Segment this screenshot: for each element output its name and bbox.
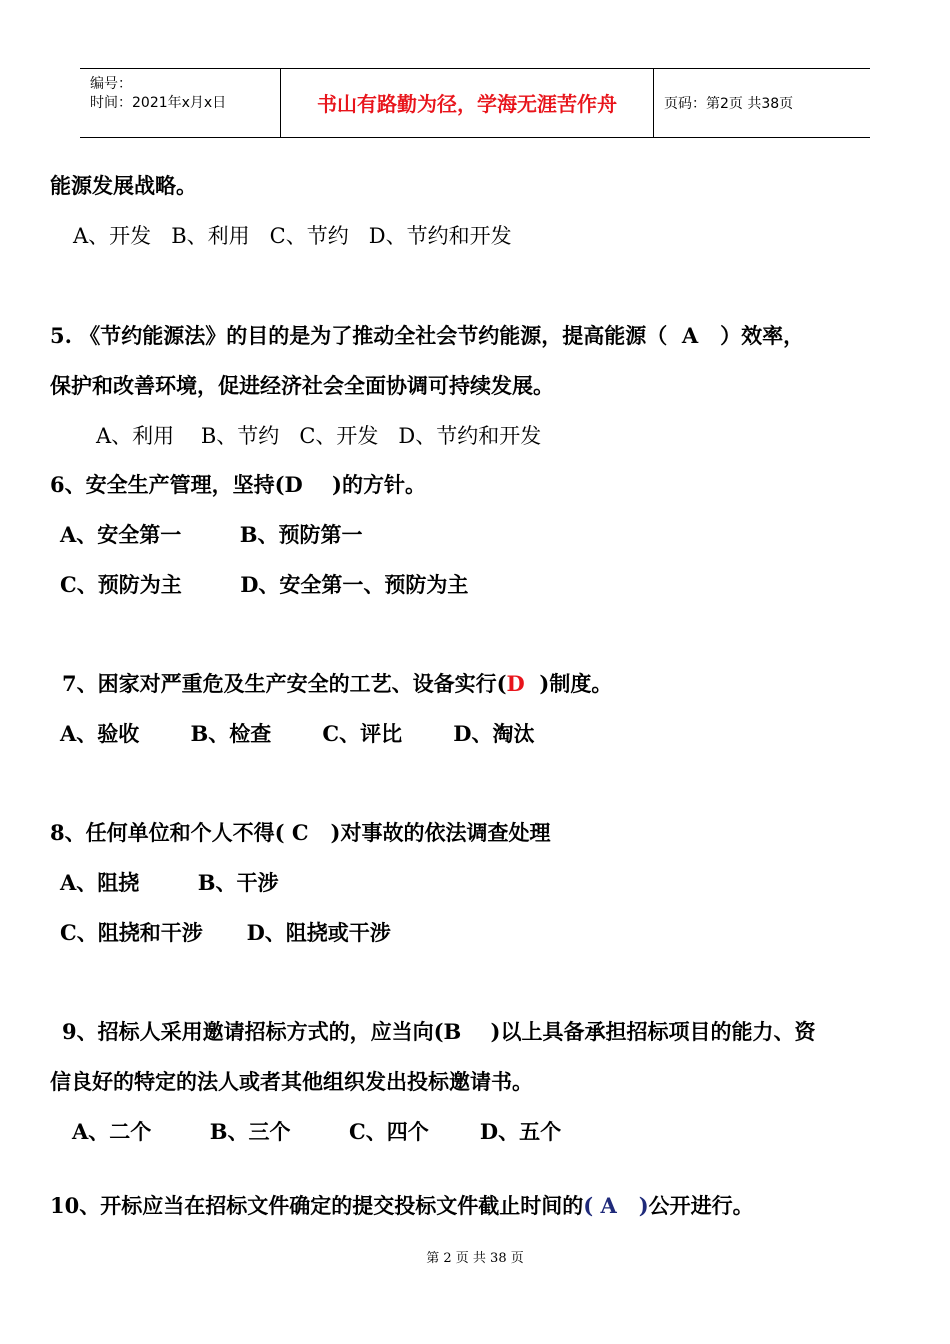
question-8-options-1: A、阻挠 B、干涉	[60, 870, 279, 895]
header-page-info: 页码：第2页 共38页	[664, 96, 794, 112]
header-motto: 书山有路勤为径，学海无涯苦作舟	[281, 69, 654, 137]
question-10-tail: 公开进行。	[648, 1193, 754, 1218]
serial-label: 编号：	[90, 76, 132, 92]
question-10-text: 10、开标应当在招标文件确定的提交投标文件截止时间的	[50, 1193, 584, 1218]
question-5-line-1: 5. 《节约能源法》的目的是为了推动全社会节约能源，提高能源（ A ）效率，	[50, 323, 805, 348]
text-line: 能源发展战略。	[50, 173, 197, 198]
question-9-line-1: 9、招标人采用邀请招标方式的，应当向(B )以上具备承担招标项目的能力、资	[62, 1019, 816, 1044]
question-6: 6、安全生产管理，坚持(D )的方针。	[50, 472, 426, 497]
question-7-options: A、验收 B、检查 C、评比 D、淘汰	[60, 721, 535, 746]
options-line: A、开发 B、利用 C、节约 D、节约和开发	[73, 224, 512, 248]
question-8-options-2: C、阻挠和干涉 D、阻挠或干涉	[60, 920, 391, 945]
question-7-text: 7、困家对严重危及生产安全的工艺、设备实行(	[62, 671, 507, 696]
time-label: 时间：2021年x月x日	[90, 95, 227, 111]
question-5-options: A、利用 B、节约 C、开发 D、节约和开发	[96, 424, 542, 448]
question-6-options-2: C、预防为主 D、安全第一、预防为主	[60, 572, 469, 597]
question-7	[62, 668, 612, 698]
question-8: 8、任何单位和个人不得( C )对事故的依法调查处理	[50, 820, 551, 845]
question-5-line-2: 保护和改善环境，促进经济社会全面协调可持续发展。	[50, 373, 554, 398]
question-9-line-2: 信良好的特定的法人或者其他组织发出投标邀请书。	[50, 1069, 533, 1094]
question-10-answer: ( A )	[583, 1193, 649, 1218]
question-7-answer: D	[506, 671, 525, 696]
question-7-tail: )制度。	[524, 671, 613, 696]
page-header	[80, 68, 870, 138]
question-6-options-1: A、安全第一 B、预防第一	[60, 522, 363, 547]
page-footer: 第 2 页 共 38 页	[426, 1251, 524, 1266]
question-9-options: A、二个 B、三个 C、四个 D、五个	[72, 1119, 562, 1144]
header-meta-cell	[80, 69, 281, 137]
question-10	[50, 1190, 754, 1220]
